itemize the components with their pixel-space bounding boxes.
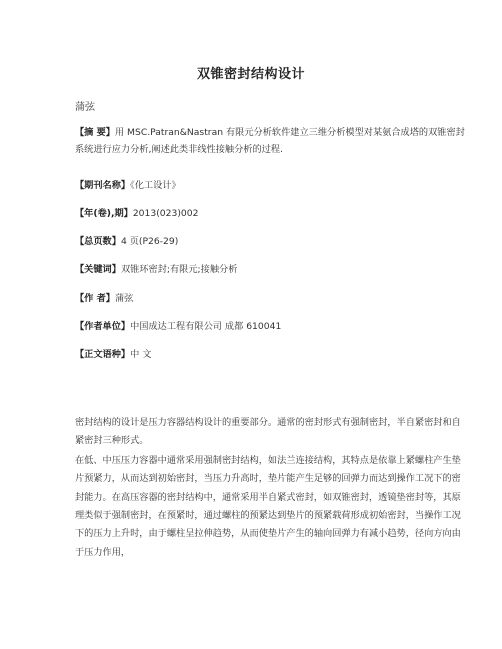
journal-field: [75, 177, 470, 194]
body-paragraph: 密封结构的设计是压力容器结构设计的重要部分。通常的密封形式有强制密封，半自紧密封和自紧密封三种形式。: [75, 417, 461, 447]
language-value: 中 文: [130, 349, 152, 360]
pages-label: 【总页数】: [75, 236, 121, 247]
pages-value: 4 页(P26-29): [120, 236, 179, 247]
keywords-label: 【关键词】: [75, 264, 121, 275]
issue-value: 2013(023)002: [132, 208, 199, 219]
abstract-value: 用 MSC.Patran&Nastran 有限元分析软件建立三维分析模型对某氨合成塔的双锥密封系统进行应力分析,阐述此类非线性接触分析的过程.: [75, 127, 465, 155]
affiliation-value: 中国成达工程有限公司 成都 610041: [130, 321, 282, 332]
journal-label: 【期刊名称】: [75, 180, 131, 191]
keywords-value: 双锥环密封;有限元;接触分析: [120, 264, 238, 275]
language-field: [75, 346, 470, 363]
article-body: [75, 414, 470, 562]
abstract-field: [75, 124, 470, 158]
document-title: 双锥密封结构设计: [196, 67, 305, 82]
affiliation-field: [75, 318, 470, 335]
journal-value: 《化工设计》: [130, 180, 181, 191]
affiliation-label: 【作者单位】: [75, 321, 131, 332]
abstract-label: 【摘 要】: [75, 127, 115, 138]
author-name: 蒲弦: [75, 102, 95, 113]
issue-field: [75, 205, 470, 222]
keywords-field: [75, 261, 470, 278]
authors-field: [75, 290, 470, 307]
authors-value: 蒲弦: [114, 293, 134, 304]
language-label: 【正文语种】: [75, 349, 131, 360]
body-paragraph: 在低、中压压力容器中通常采用强制密封结构，如法兰连接结构，其特点是依靠上紧螺柱产生垫片预紧力，从而达到初始密封，当压力升高时，垫片能产生足够的回弹力而达到操作工况下的密封能力。在高压容器的密封结构中，通常采用半自紧式密封，如双锥密封，透镜垫密封等，其原理类似于强制密封，在预紧时，通过螺柱的预紧达到垫片的预紧载荷形成初始密封，当操作工况下的压力上升时，由于螺柱呈拉伸趋势，从而使垫片产生的轴向回弹力有减小趋势，径向方向由于压力作用，: [75, 454, 461, 558]
pages-field: [75, 233, 470, 250]
issue-label: 【年(卷),期】: [75, 208, 133, 219]
authors-label: 【作 者】: [75, 293, 115, 304]
